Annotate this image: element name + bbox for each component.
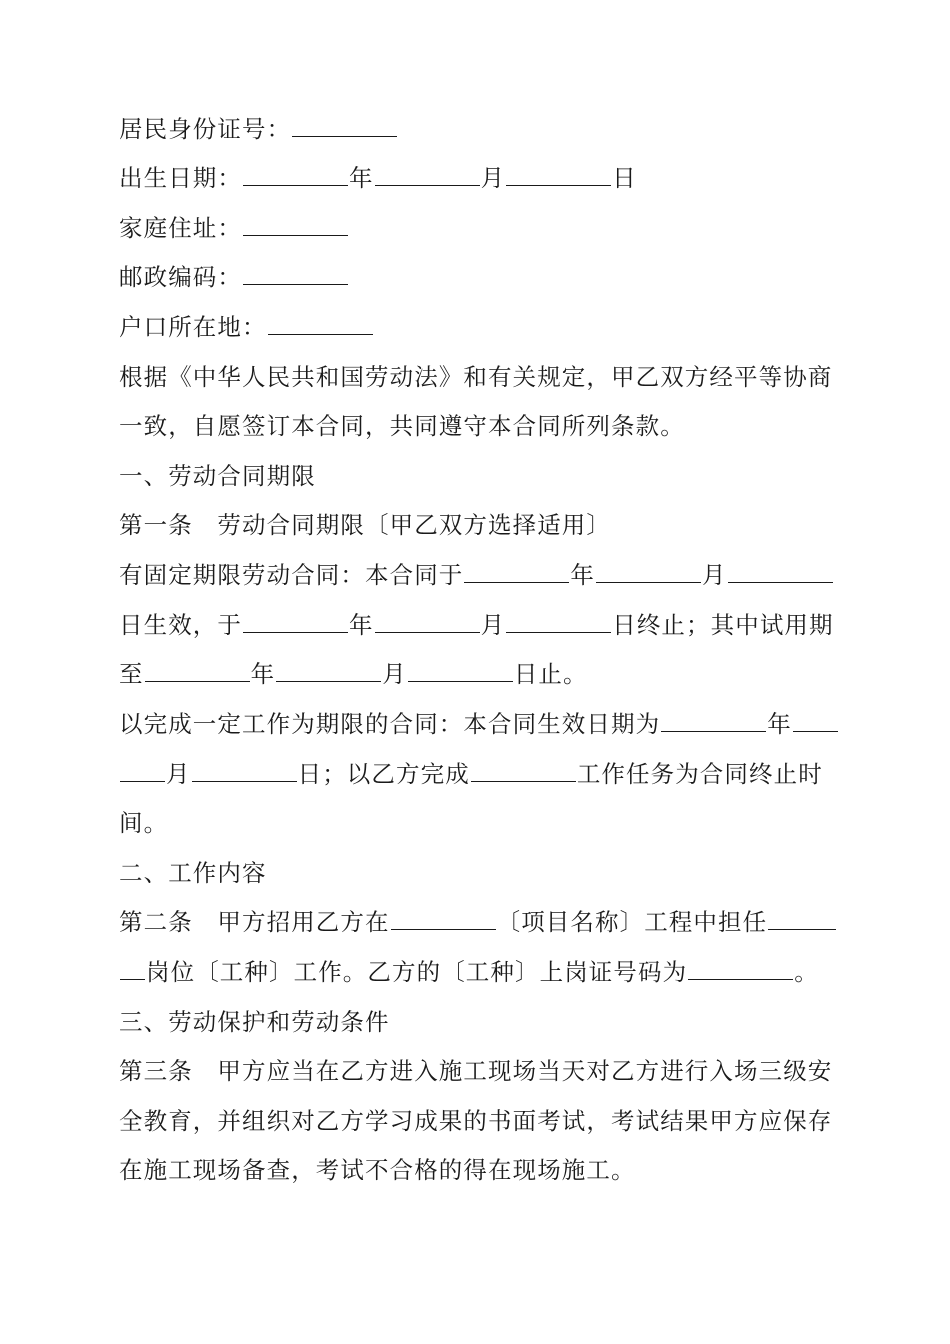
- task-name-blank[interactable]: [471, 759, 576, 782]
- task-month-blank-part1[interactable]: [793, 709, 838, 732]
- probation-month-blank[interactable]: [276, 659, 381, 682]
- terminate-text: 日终止；其中试用期: [612, 611, 834, 639]
- birth-month-blank[interactable]: [375, 163, 480, 186]
- article-2-line-2-text: 岗位〔工种〕工作。乙方的〔工种〕上岗证号码为: [146, 958, 688, 986]
- id-number-line: [119, 114, 398, 144]
- year-label: 年: [349, 611, 374, 639]
- fixed-term-line: [119, 560, 834, 590]
- intro-line-1: 根据《中华人民共和国劳动法》和有关规定，甲乙双方经平等协商: [119, 363, 833, 391]
- position-blank-part1[interactable]: [768, 907, 836, 930]
- month-label: 月: [166, 760, 191, 788]
- section-3-heading: 三、劳动保护和劳动条件: [119, 1008, 390, 1036]
- birth-day-blank[interactable]: [506, 163, 611, 186]
- article-2-line-2: [119, 957, 819, 987]
- position-blank-part2[interactable]: [120, 957, 145, 980]
- task-day-blank[interactable]: [192, 759, 297, 782]
- article-2-prefix: 第二条 甲方招用乙方在: [119, 908, 390, 936]
- article-2-line-1: [119, 907, 837, 937]
- address-label: 家庭住址：: [119, 214, 242, 242]
- address-line: [119, 213, 349, 243]
- task-term-prefix: 以完成一定工作为期限的合同：本合同生效日期为: [119, 710, 661, 738]
- start-month-blank[interactable]: [596, 560, 701, 583]
- month-label: 月: [480, 611, 506, 639]
- task-term-line: [119, 709, 839, 739]
- task-suffix-text: 工作任务为合同终止时: [576, 760, 823, 788]
- probation-prefix: 至: [119, 660, 144, 688]
- article-2-line-2-end: 。: [794, 958, 819, 986]
- intro-line-2: 一致，自愿签订本合同，共同遵守本合同所列条款。: [119, 412, 685, 440]
- id-number-blank[interactable]: [292, 114, 397, 137]
- certificate-number-blank[interactable]: [688, 957, 793, 980]
- year-label: 年: [250, 660, 276, 688]
- address-blank[interactable]: [243, 213, 348, 236]
- day-label: 日: [612, 164, 637, 192]
- start-day-blank[interactable]: [728, 560, 833, 583]
- id-number-label: 居民身份证号：: [119, 115, 292, 143]
- hukou-line: [119, 312, 374, 342]
- article-2-mid: 〔项目名称〕工程中担任: [496, 908, 768, 936]
- year-label: 年: [570, 561, 596, 589]
- postcode-line: [119, 262, 349, 292]
- year-label: 年: [349, 164, 374, 192]
- task-term-end: 间。: [119, 809, 169, 837]
- month-label: 月: [480, 164, 506, 192]
- task-month-blank-part2[interactable]: [120, 759, 165, 782]
- project-name-blank[interactable]: [391, 907, 496, 930]
- postcode-label: 邮政编码：: [119, 263, 242, 291]
- article-3-line-3: 在施工现场备查，考试不合格的得在现场施工。: [119, 1156, 636, 1184]
- fixed-term-prefix: 有固定期限劳动合同：本合同于: [119, 561, 464, 589]
- month-label: 月: [702, 561, 727, 589]
- task-mid-text: 日；以乙方完成: [297, 760, 470, 788]
- end-year-blank[interactable]: [243, 610, 348, 633]
- effective-line: [119, 610, 834, 640]
- birth-date-line: [119, 163, 637, 193]
- probation-day-blank[interactable]: [408, 659, 513, 682]
- hukou-label: 户口所在地：: [119, 313, 267, 341]
- article-1-title: 第一条 劳动合同期限〔甲乙双方选择适用〕: [119, 511, 611, 539]
- birth-year-blank[interactable]: [243, 163, 348, 186]
- section-1-heading: 一、劳动合同期限: [119, 462, 316, 490]
- postcode-blank[interactable]: [243, 262, 348, 285]
- birth-date-label: 出生日期：: [119, 164, 242, 192]
- probation-line: [119, 659, 588, 689]
- month-label: 月: [382, 660, 407, 688]
- task-year-blank[interactable]: [661, 709, 766, 732]
- end-day-blank[interactable]: [506, 610, 611, 633]
- year-label: 年: [767, 710, 792, 738]
- task-term-line-2: [119, 759, 823, 789]
- probation-year-blank[interactable]: [145, 659, 250, 682]
- article-3-line-2: 全教育，并组织对乙方学习成果的书面考试，考试结果甲方应保存: [119, 1107, 833, 1135]
- section-2-heading: 二、工作内容: [119, 859, 267, 887]
- probation-end-text: 日止。: [513, 660, 588, 688]
- effective-text: 日生效，于: [119, 611, 242, 639]
- article-3-line-1: 第三条 甲方应当在乙方进入施工现场当天对乙方进行入场三级安: [119, 1057, 833, 1085]
- end-month-blank[interactable]: [375, 610, 480, 633]
- hukou-blank[interactable]: [268, 312, 373, 335]
- start-year-blank[interactable]: [464, 560, 569, 583]
